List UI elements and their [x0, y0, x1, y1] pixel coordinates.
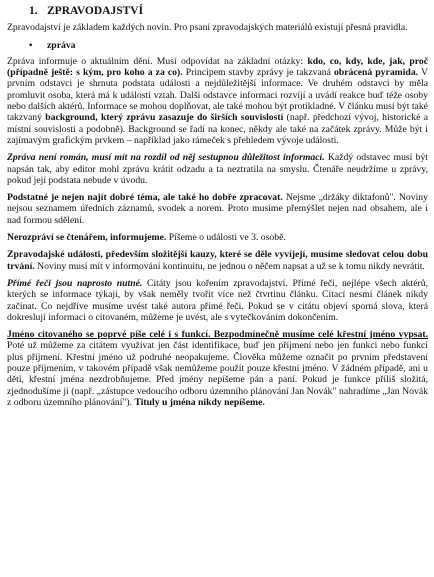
- bullet-icon: •: [29, 39, 33, 51]
- paragraph-third-person: [7, 232, 428, 243]
- paragraph-continuity: [7, 249, 428, 272]
- text-run: Nejsme „držáky diktafonů". Noviny nejsou seznamem úředních záznamů, svodek a norem. Proto musíme přemýšlet nejen nad obsahem, ale i nad formou sdělení.: [7, 192, 428, 226]
- paragraph-names: [7, 329, 428, 408]
- bold-text: Podstatné je nejen najít dobré téma, ale také ho dobře zpracovat.: [7, 192, 283, 204]
- section-number: 1.: [29, 5, 38, 17]
- text-run: (např. předchozí vývoj, historické a místní souvislosti a podobně). Background se řadí na konec, někdy ale také na začátek zprávy. Může být i zajímavým grafickým prvkem – například jako rámeček s přehledem vývoje události.: [7, 112, 428, 146]
- bold-text: obrácená pyramida.: [334, 67, 419, 79]
- text-run: Každý odstavec musí být napsán tak, aby editor mohl zprávu krátit odzadu a ta neztratila na smyslu. Čtenáře neudržíme u zprávy, pokud její podstata nebude v úvodu.: [7, 152, 428, 186]
- bullet-label: zpráva: [47, 39, 76, 51]
- text-run: Principem stavby zprávy je takzvaná: [182, 67, 335, 79]
- bold-text: background, který zprávu zasazuje do širších souvislostí: [45, 112, 284, 124]
- bold-text: kdo, co, kdy, kde, jak, proč (případně ještě: s kým, pro koho a za co).: [7, 55, 428, 79]
- text-run: Píšeme o události ve 3. osobě.: [166, 232, 286, 244]
- bullet-item: [29, 40, 428, 51]
- bold-text: Zpravodajské události, především složitější kauzy, které se děle vyvíjejí, musíme sledovat celou dobu trvání.: [7, 249, 428, 272]
- section-heading: [29, 6, 428, 17]
- bold-underlined-text: Jméno citovaného se poprvé píše celé i s funkcí. Bezpodmínečně musíme celé křestní jméno vypsat.: [7, 329, 428, 341]
- bold-italic-text: Zpráva není román, musí mít na rozdíl od něj sestupnou důležitost informací.: [7, 152, 325, 164]
- paragraph-direct-speech: [7, 278, 428, 323]
- text-run: Zpráva informuje o aktuálním dění. Musí odpovídat na základní otázky:: [7, 55, 308, 67]
- text-run: V prvním odstavci je shrnuta podstata události a nejdůležitější informace. Ve druhém odstavci by měla promluvit osoba, která má k události vztah. Další odstavce informaci rozvíjí a uvádí reakce buď téže osoby nebo dalších aktérů. Informace se mohou doplňovat, ale také mohou být protikladné. V článku musí být také takzvaný: [7, 67, 428, 124]
- bold-text: Tituly u jména nikdy nepíšeme.: [134, 396, 265, 408]
- section-title: ZPRAVODAJSTVÍ: [47, 5, 144, 17]
- bold-italic-text: Přímé řeči jsou naprosto nutné.: [7, 277, 143, 289]
- paragraph-good-topic: [7, 192, 428, 226]
- text-run: Citáty jsou kořením zpravodajství. Přímé řeči, nejlépe všech aktérů, kterých se informace týkají, by však neměly tvořit více než čtvrtinu článku. Citací nesmí článek nikdy začínat. Co nejdříve musíme uvést také autora přímé řeči. Pokud se v citátu objeví sporná slova, která dokreslují informaci o citovaném, můžeme je uvést, ale s vytečkováním dokončením.: [7, 277, 428, 323]
- bold-text: Nerozpráví se čtenářem, informujeme.: [7, 232, 167, 244]
- intro-paragraph: Zpravodajství je základem každých novin. Pro psaní zpravodajských materiálů existují přesná pravidla.: [7, 22, 408, 34]
- text-run: Noviny musí mít v informování kontinuitu, ne jednou o něčem napsat a už se k tomu nikdy nevrátit.: [34, 260, 425, 272]
- paragraph-zprava-definition: [7, 56, 428, 146]
- text-run: Poté už můžeme za citátem využívat jen část identifikace, buď jen příjmení nebo jen funkci nebo funkci plus příjmení. Křestní jméno už podruhé neopakujeme. Člověka můžeme označit po prvním představení pouze příjmením, v takovém případě však nemůžeme použít pouze křestní jméno. V žádném případě, ani u dětí, křestní jména nezdrobňujeme. Před jmény nepíšeme pán a paní. Pokud je funkce příliš složitá, zjednodušíme ji (např. „zástupce vedoucího odboru územního plánování Jan Novák" nahradíme „Jan Novák z odboru územního plánování").: [7, 340, 428, 408]
- paragraph-not-novel: [7, 152, 428, 186]
